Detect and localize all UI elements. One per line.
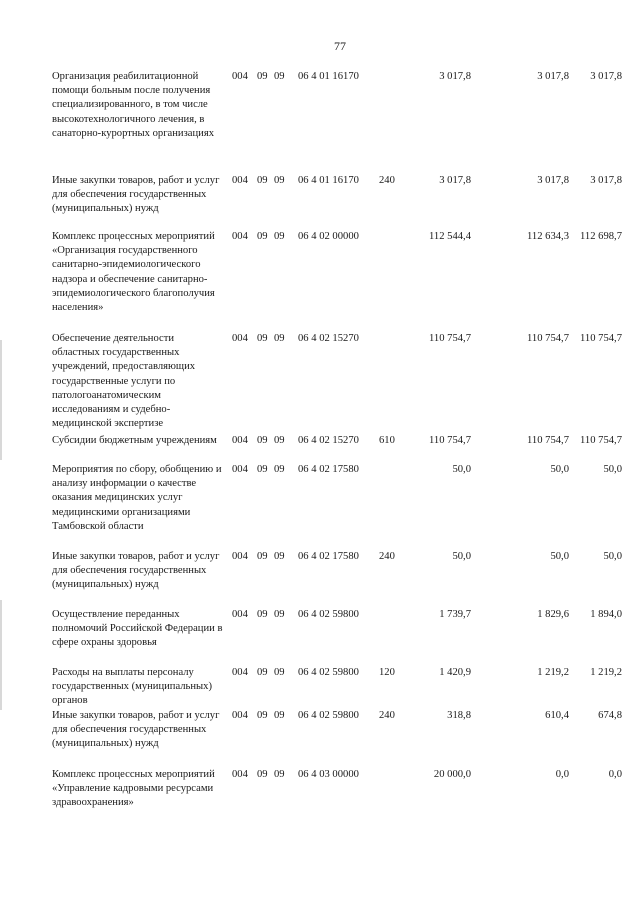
amount-year-3: 50,0: [603, 464, 622, 475]
subsection-code: 09: [274, 175, 285, 186]
target-article-code: 06 4 01 16170: [298, 71, 359, 82]
table-row: [52, 550, 627, 608]
subsection-code: 09: [274, 769, 285, 780]
row-name: Субсидии бюджетным учреждениям: [52, 435, 217, 446]
ministry-code: 004: [232, 71, 248, 82]
amount-year-1: 50,0: [452, 551, 471, 562]
amount-year-2: 610,4: [545, 710, 569, 721]
amount-year-2: 3 017,8: [537, 71, 569, 82]
amount-year-1: 3 017,8: [439, 175, 471, 186]
section-code: 09: [257, 710, 268, 721]
budget-table: [52, 70, 627, 828]
subsection-code: 09: [274, 551, 285, 562]
row-name: Комплекс процессных мероприятий «Организация государственного санитарно-эпидемиологического надзора и обеспечение санитарно-эпидемиологического благополучия населения»: [52, 231, 215, 314]
amount-year-2: 0,0: [555, 769, 569, 780]
row-name: Осуществление переданных полномочий Российской Федерации в сфере охраны здоровья: [52, 609, 223, 649]
row-name: Мероприятия по сбору, обобщению и анализу информации о качестве оказания медицинских услуг медицинскими организациями Тамбовской области: [52, 464, 222, 532]
amount-year-2: 112 634,3: [527, 231, 569, 242]
amount-year-3: 50,0: [603, 551, 622, 562]
ministry-code: 004: [232, 333, 248, 344]
table-row: [52, 768, 627, 828]
amount-year-2: 110 754,7: [527, 435, 569, 446]
section-code: 09: [257, 667, 268, 678]
subsection-code: 09: [274, 667, 285, 678]
target-article-code: 06 4 02 59800: [298, 609, 359, 620]
section-code: 09: [257, 551, 268, 562]
subsection-code: 09: [274, 435, 285, 446]
expense-type-code: 240: [379, 175, 395, 186]
row-name: Обеспечение деятельности областных государственных учреждений, предоставляющих государственные услуги по патологоанатомическим исследованиям и судебно-медицинской экспертизе: [52, 333, 196, 430]
row-name: Организация реабилитационной помощи больным после получения специализированного, в том числе высокотехнологичного лечения, в санаторно-курортных организациях: [52, 71, 214, 139]
table-row: [52, 230, 627, 332]
target-article-code: 06 4 02 00000: [298, 231, 359, 242]
row-name: Расходы на выплаты персоналу государственных (муниципальных) органов: [52, 667, 212, 707]
target-article-code: 06 4 02 17580: [298, 551, 359, 562]
ministry-code: 004: [232, 464, 248, 475]
table-row: [52, 463, 627, 550]
amount-year-2: 1 829,6: [537, 609, 569, 620]
subsection-code: 09: [274, 464, 285, 475]
expense-type-code: 120: [379, 667, 395, 678]
amount-year-3: 0,0: [608, 769, 622, 780]
target-article-code: 06 4 02 15270: [298, 435, 359, 446]
scan-edge-mark: [0, 340, 2, 460]
amount-year-2: 1 219,2: [537, 667, 569, 678]
expense-type-code: 240: [379, 551, 395, 562]
amount-year-3: 1 894,0: [590, 609, 622, 620]
subsection-code: 09: [274, 710, 285, 721]
table-row: [52, 174, 627, 230]
amount-year-2: 50,0: [550, 551, 569, 562]
amount-year-1: 318,8: [447, 710, 471, 721]
table-row: [52, 666, 627, 709]
subsection-code: 09: [274, 609, 285, 620]
target-article-code: 06 4 02 59800: [298, 667, 359, 678]
ministry-code: 004: [232, 609, 248, 620]
amount-year-2: 50,0: [550, 464, 569, 475]
row-name: Иные закупки товаров, работ и услуг для обеспечения государственных (муниципальных) нужд: [52, 710, 220, 750]
ministry-code: 004: [232, 710, 248, 721]
section-code: 09: [257, 464, 268, 475]
row-name: Иные закупки товаров, работ и услуг для обеспечения государственных (муниципальных) нужд: [52, 175, 220, 215]
section-code: 09: [257, 769, 268, 780]
scan-edge-mark: [0, 600, 2, 710]
subsection-code: 09: [274, 71, 285, 82]
ministry-code: 004: [232, 551, 248, 562]
amount-year-2: 110 754,7: [527, 333, 569, 344]
amount-year-1: 3 017,8: [439, 71, 471, 82]
page-number: 77: [334, 39, 346, 53]
expense-type-code: 240: [379, 710, 395, 721]
amount-year-3: 3 017,8: [590, 71, 622, 82]
target-article-code: 06 4 02 15270: [298, 333, 359, 344]
amount-year-1: 50,0: [452, 464, 471, 475]
expense-type-code: 610: [379, 435, 395, 446]
amount-year-3: 674,8: [598, 710, 622, 721]
table-row: [52, 434, 627, 463]
amount-year-1: 1 739,7: [439, 609, 471, 620]
subsection-code: 09: [274, 231, 285, 242]
amount-year-1: 112 544,4: [429, 231, 471, 242]
amount-year-1: 110 754,7: [429, 333, 471, 344]
ministry-code: 004: [232, 231, 248, 242]
target-article-code: 06 4 02 17580: [298, 464, 359, 475]
amount-year-3: 3 017,8: [590, 175, 622, 186]
amount-year-1: 20 000,0: [433, 769, 471, 780]
row-name: Иные закупки товаров, работ и услуг для обеспечения государственных (муниципальных) нужд: [52, 551, 220, 591]
table-row: [52, 709, 627, 768]
table-row: [52, 70, 627, 174]
section-code: 09: [257, 71, 268, 82]
amount-year-2: 3 017,8: [537, 175, 569, 186]
ministry-code: 004: [232, 769, 248, 780]
amount-year-3: 112 698,7: [580, 231, 622, 242]
amount-year-3: 1 219,2: [590, 667, 622, 678]
amount-year-3: 110 754,7: [580, 333, 622, 344]
section-code: 09: [257, 333, 268, 344]
amount-year-1: 110 754,7: [429, 435, 471, 446]
ministry-code: 004: [232, 435, 248, 446]
ministry-code: 004: [232, 667, 248, 678]
subsection-code: 09: [274, 333, 285, 344]
ministry-code: 004: [232, 175, 248, 186]
row-name: Комплекс процессных мероприятий «Управление кадровыми ресурсами здравоохранения»: [52, 769, 215, 809]
amount-year-3: 110 754,7: [580, 435, 622, 446]
amount-year-1: 1 420,9: [439, 667, 471, 678]
section-code: 09: [257, 231, 268, 242]
section-code: 09: [257, 435, 268, 446]
section-code: 09: [257, 175, 268, 186]
target-article-code: 06 4 03 00000: [298, 769, 359, 780]
target-article-code: 06 4 02 59800: [298, 710, 359, 721]
table-row: [52, 332, 627, 434]
section-code: 09: [257, 609, 268, 620]
target-article-code: 06 4 01 16170: [298, 175, 359, 186]
table-row: [52, 608, 627, 666]
